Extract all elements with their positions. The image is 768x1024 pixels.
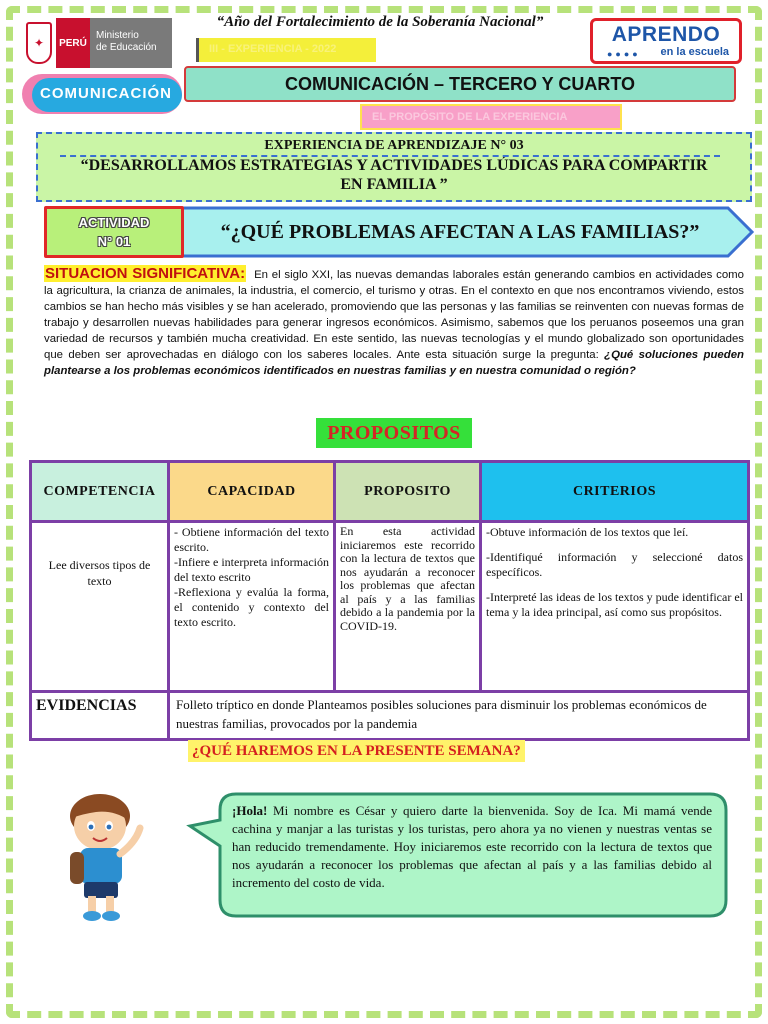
faded-banner-1 <box>196 38 376 62</box>
cell-capacidad: - Obtiene información del texto escrito. -Infiere e interpreta información del texto escrito -Reflexiona y evalúa la forma, el contenido y contexto del texto escrito. <box>169 522 335 692</box>
header-competencia: COMPETENCIA <box>31 462 169 522</box>
table-row <box>31 522 749 692</box>
cell-criterios <box>481 522 749 692</box>
ministry-logo <box>26 18 176 68</box>
experience-number: EXPERIENCIA DE APRENDIZAJE N° 03 <box>264 138 524 153</box>
communication-logo-text: COMUNICACIÓN <box>40 85 172 102</box>
boy-illustration <box>54 788 154 924</box>
experience-box <box>36 132 752 202</box>
cell-competencia: Lee diversos tipos de texto <box>31 522 169 692</box>
criterio-item: -Identifiqué información y seleccioné datos específicos. <box>486 550 743 579</box>
year-title: “Año del Fortalecimiento de la Soberanía Nacional” <box>216 14 544 30</box>
criterio-item: -Interpreté las ideas de los textos y pude identificar el tema y la idea principal, así como sus propósitos. <box>486 590 743 619</box>
purposes-heading <box>316 418 472 448</box>
speech-greeting: ¡Hola! <box>232 803 268 818</box>
subject-title: COMUNICACIÓN – TERCERO Y CUARTO <box>184 66 736 102</box>
situation-paragraph <box>44 266 744 379</box>
activity-badge <box>44 206 184 258</box>
situation-body: En el siglo XXI, las nuevas demandas laborales están generando cambios en actividades como la agricultura, la crianza de animales, la industria, el comercio, el turismo y otras. En el contexto en que nos encontramos viviendo, estos cambios se han hecho más visibles y se han acelerado, promoviendo que las personas y las familias se reinventen con nuevas formas de trabajo y desarrollen nuevas habilidades para generar ingresos económicos. Asimismo, sabemos que los peruanos poseemos una gran variedad de recursos y también mucha creatividad. En este sentido, las nuevas tecnologías y el mundo globalizado son oportunidades que deben ser aprovechadas en diálogo con los saberes locales. Ante esta situación surge la pregunta: <box>44 269 744 361</box>
faded-banner-2 <box>360 104 622 130</box>
logo-country: PERÚ <box>56 18 90 68</box>
aprendo-logo-sub: en la escuela <box>660 46 729 58</box>
evidence-row <box>31 692 749 740</box>
activity-banner <box>160 204 754 260</box>
speech-body: Mi nombre es César y quiero darte la bienvenida. Soy de Ica. Mi mamá vende cachina y manjar a las turistas y los turistas, pero ahora ya no vienen y nuestras ventas se han reducido tremendamente. Hoy iniciaremos este recorrido con la lectura de textos que nos ayudarán a reconocer los problemas que afectan al país y a las familias debido al incremento del costo de vida. <box>232 803 712 890</box>
purposes-heading-text: PROPOSITOS <box>327 422 461 444</box>
header-capacidad: CAPACIDAD <box>169 462 335 522</box>
aprendo-logo <box>590 18 742 64</box>
faded-banner-2-text: EL PROPÓSITO DE LA EXPERIENCIA <box>372 111 568 123</box>
header-proposito: PROPOSITO <box>335 462 481 522</box>
competency-table <box>29 460 750 741</box>
peru-shield-icon: ✦ <box>26 22 52 64</box>
aprendo-logo-main: APRENDO <box>611 23 721 46</box>
experience-divider <box>60 155 720 157</box>
speech-text <box>232 802 712 892</box>
cell-proposito: En esta actividad iniciaremos este recorrido con la lectura de textos que nos ayudarán a reconocer los problemas que afectan al país y a las familias debido a la pandemia por la COVID-19. <box>335 522 481 692</box>
table-header-row <box>31 462 749 522</box>
aprendo-dots-icon: ●●●● <box>607 49 641 59</box>
situation-label: SITUACION SIGNIFICATIVA: <box>45 265 246 282</box>
situation-question: ¿Qué soluciones pueden plantearse a los problemas económicos identificados en nuestras familias y en nuestra comunidad o región? <box>44 349 744 377</box>
logo-ministry: Ministerio de Educación <box>90 18 172 68</box>
activity-title: “¿QUÉ PROBLEMAS AFECTAN A LAS FAMILIAS?” <box>220 221 700 243</box>
activity-badge-line2: N° 01 <box>97 234 131 249</box>
week-question: ¿QUÉ HAREMOS EN LA PRESENTE SEMANA? <box>188 740 525 762</box>
evidence-text: Folleto tríptico en donde Planteamos posibles soluciones para disminuir los problemas económicos de nuestras familias, provocados por la pandemia <box>169 692 749 740</box>
experience-title: “DESARROLLAMOS ESTRATEGIAS Y ACTIVIDADES LÚDICAS PARA COMPARTIR EN FAMILIA ” <box>80 157 708 193</box>
activity-badge-line1: ACTIVIDAD <box>78 215 150 230</box>
header-criterios: CRITERIOS <box>481 462 749 522</box>
communication-logo <box>18 72 186 120</box>
evidence-label: EVIDENCIAS <box>31 692 169 740</box>
faded-banner-1-text: III - EXPERIENCIA - 2022 <box>209 43 337 55</box>
criterio-item: -Obtuve información de los textos que leí. <box>486 525 689 539</box>
